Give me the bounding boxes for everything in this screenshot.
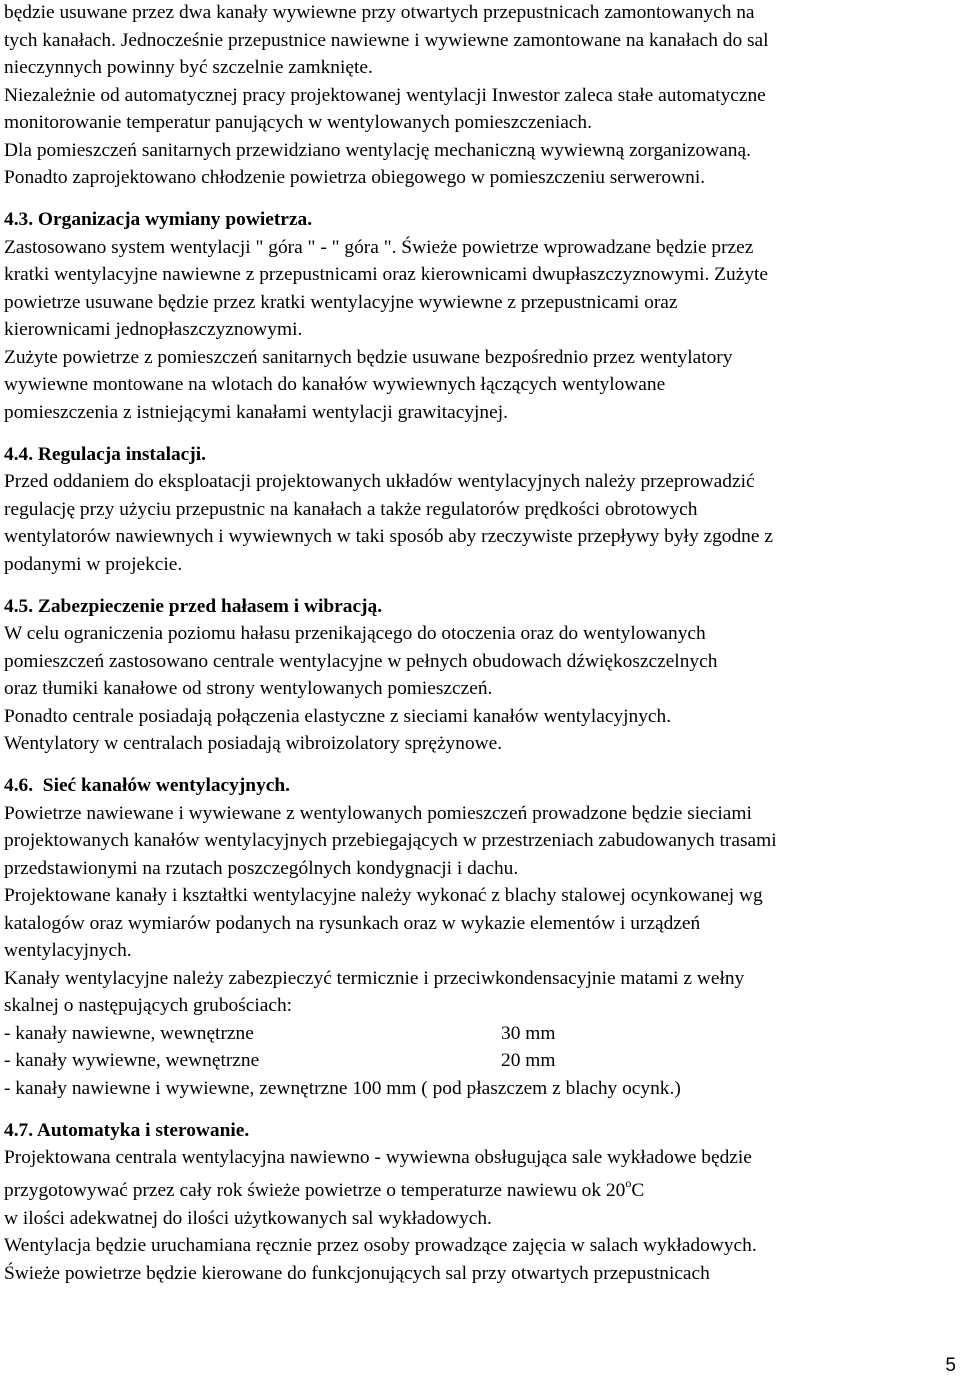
text-line: Zastosowano system wentylacji " góra " - " góra ". Świeże powietrze wprowadzane będzie przez [4,236,754,258]
text-line: Ponadto centrale posiadają połączenia elastyczne z sieciami kanałów wentylacyjnych. [4,705,672,727]
text-line: oraz tłumiki kanałowe od strony wentylowanych pomieszczeń. [4,678,493,699]
text-line: tych kanałach. Jednocześnie przepustnice nawiewne i wywiewne zamontowane na kanałach do sal [4,29,769,51]
text-line: kierownicami jednopłaszczyznowymi. [4,319,303,340]
insulation-value: 20 mm [501,1050,556,1071]
text-line: Powietrze nawiewane i wywiewane z wentylowanych pomieszczeń prowadzone będzie sieciami [4,802,752,824]
text-line: nieczynnych powinny być szczelnie zamknięte. [4,57,373,78]
text-line: pomieszczenia z istniejącymi kanałami wentylacji grawitacyjnej. [4,401,508,423]
section-heading-4-3: 4.3. Organizacja wymiany powietrza. [4,209,313,230]
text-line: projektowanych kanałów wentylacyjnych przebiegających w przestrzeniach zabudowanych trasami [4,830,777,851]
text-line: skalnej o następujących grubościach: [4,995,293,1016]
insulation-label: - kanały wywiewne, wewnętrzne [4,1050,260,1071]
degree-sign: o [625,1175,632,1190]
document-page [4,0,954,1287]
insulation-value: 30 mm [501,1022,556,1044]
text-line: kratki wentylacyjne nawiewne z przepustnicami oraz kierownicami dwupłaszczyznowymi. Zużyte [4,264,769,285]
temperature-unit: C [631,1179,645,1201]
text-line: regulację przy użyciu przepustnic na kanałach a także regulatorów prędkości obrotowych [4,498,698,520]
section-heading-4-6: 4.6. Sieć kanałów wentylacyjnych. [4,775,291,796]
insulation-label: - kanały nawiewne, wewnętrzne [4,1022,254,1044]
text-line: Wentylacja będzie uruchamiana ręcznie przez osoby prowadzące zajęcia w salach wykładowych. [4,1235,757,1256]
section-heading-4-5: 4.5. Zabezpieczenie przed hałasem i wibracją. [4,595,383,617]
text-line: przedstawionymi na rzutach poszczególnych kondygnacji i dachu. [4,857,519,879]
text-line: monitorowanie temperatur panujących w wentylowanych pomieszczeniach. [4,112,592,133]
text-line: wywiewne montowane na wlotach do kanałów wywiewnych łączących wentylowane [4,374,666,395]
text-line: Przed oddaniem do eksploatacji projektowanych układów wentylacyjnych należy przeprowadzić [4,471,755,492]
insulation-row [4,1047,954,1075]
text-line: W celu ograniczenia poziomu hałasu przenikającego do otoczenia oraz do wentylowanych [4,623,706,644]
text-line: podanymi w projekcie. [4,553,183,575]
text-line: w ilości adekwatnej do ilości użytkowanych sal wykładowych. [4,1207,492,1229]
insulation-row [4,1020,954,1048]
text-line: wentylatorów nawiewnych i wywiewnych w taki sposób aby rzeczywiste przepływy były zgodne z [4,526,773,547]
text-line: Projektowana centrala wentylacyjna nawiewno - wywiewna obsługująca sale wykładowe będzie [4,1147,752,1168]
text-line: wentylacyjnych. [4,940,132,961]
text-line: Niezależnie od automatycznej pracy projektowanej wentylacji Inwestor zaleca stałe automatyczne [4,84,766,106]
text-line: Świeże powietrze będzie kierowane do funkcjonujących sal przy otwartych przepustnicach [4,1262,710,1284]
page-number: 5 [945,1355,956,1376]
text-line: Wentylatory w centralach posiadają wibroizolatory sprężynowe. [4,733,503,754]
text-line: Projektowane kanały i kształtki wentylacyjne należy wykonać z blachy stalowej ocynkowanej wg [4,885,763,906]
text-line: Kanały wentylacyjne należy zabezpieczyć termicznie i przeciwkondensacyjnie matami z wełny [4,967,745,989]
text-line: Ponadto zaprojektowano chłodzenie powietrza obiegowego w pomieszczeniu serwerowni. [4,167,706,188]
text-line: pomieszczeń zastosowano centrale wentylacyjne w pełnych obudowach dźwiękoszczelnych [4,650,718,672]
text-line-temperature [4,1172,954,1205]
section-heading-4-4: 4.4. Regulacja instalacji. [4,443,206,465]
text-line: katalogów oraz wymiarów podanych na rysunkach oraz w wykazie elementów i urządzeń [4,912,701,934]
temperature-text: przygotowywać przez cały rok świeże powietrze o temperaturze nawiewu ok 20 [4,1179,626,1201]
text-line: Dla pomieszczeń sanitarnych przewidziano wentylację mechaniczną wywiewną zorganizowaną. [4,139,751,161]
text-line: będzie usuwane przez dwa kanały wywiewne przy otwartych przepustnicach zamontowanych na [4,2,755,23]
text-line: powietrze usuwane będzie przez kratki wentylacyjne wywiewne z przepustnicami oraz [4,291,678,313]
text-line: - kanały nawiewne i wywiewne, zewnętrzne 100 mm ( pod płaszczem z blachy ocynk.) [4,1077,681,1099]
section-heading-4-7: 4.7. Automatyka i sterowanie. [4,1119,250,1141]
text-line: Zużyte powietrze z pomieszczeń sanitarnych będzie usuwane bezpośrednio przez wentylatory [4,346,733,368]
